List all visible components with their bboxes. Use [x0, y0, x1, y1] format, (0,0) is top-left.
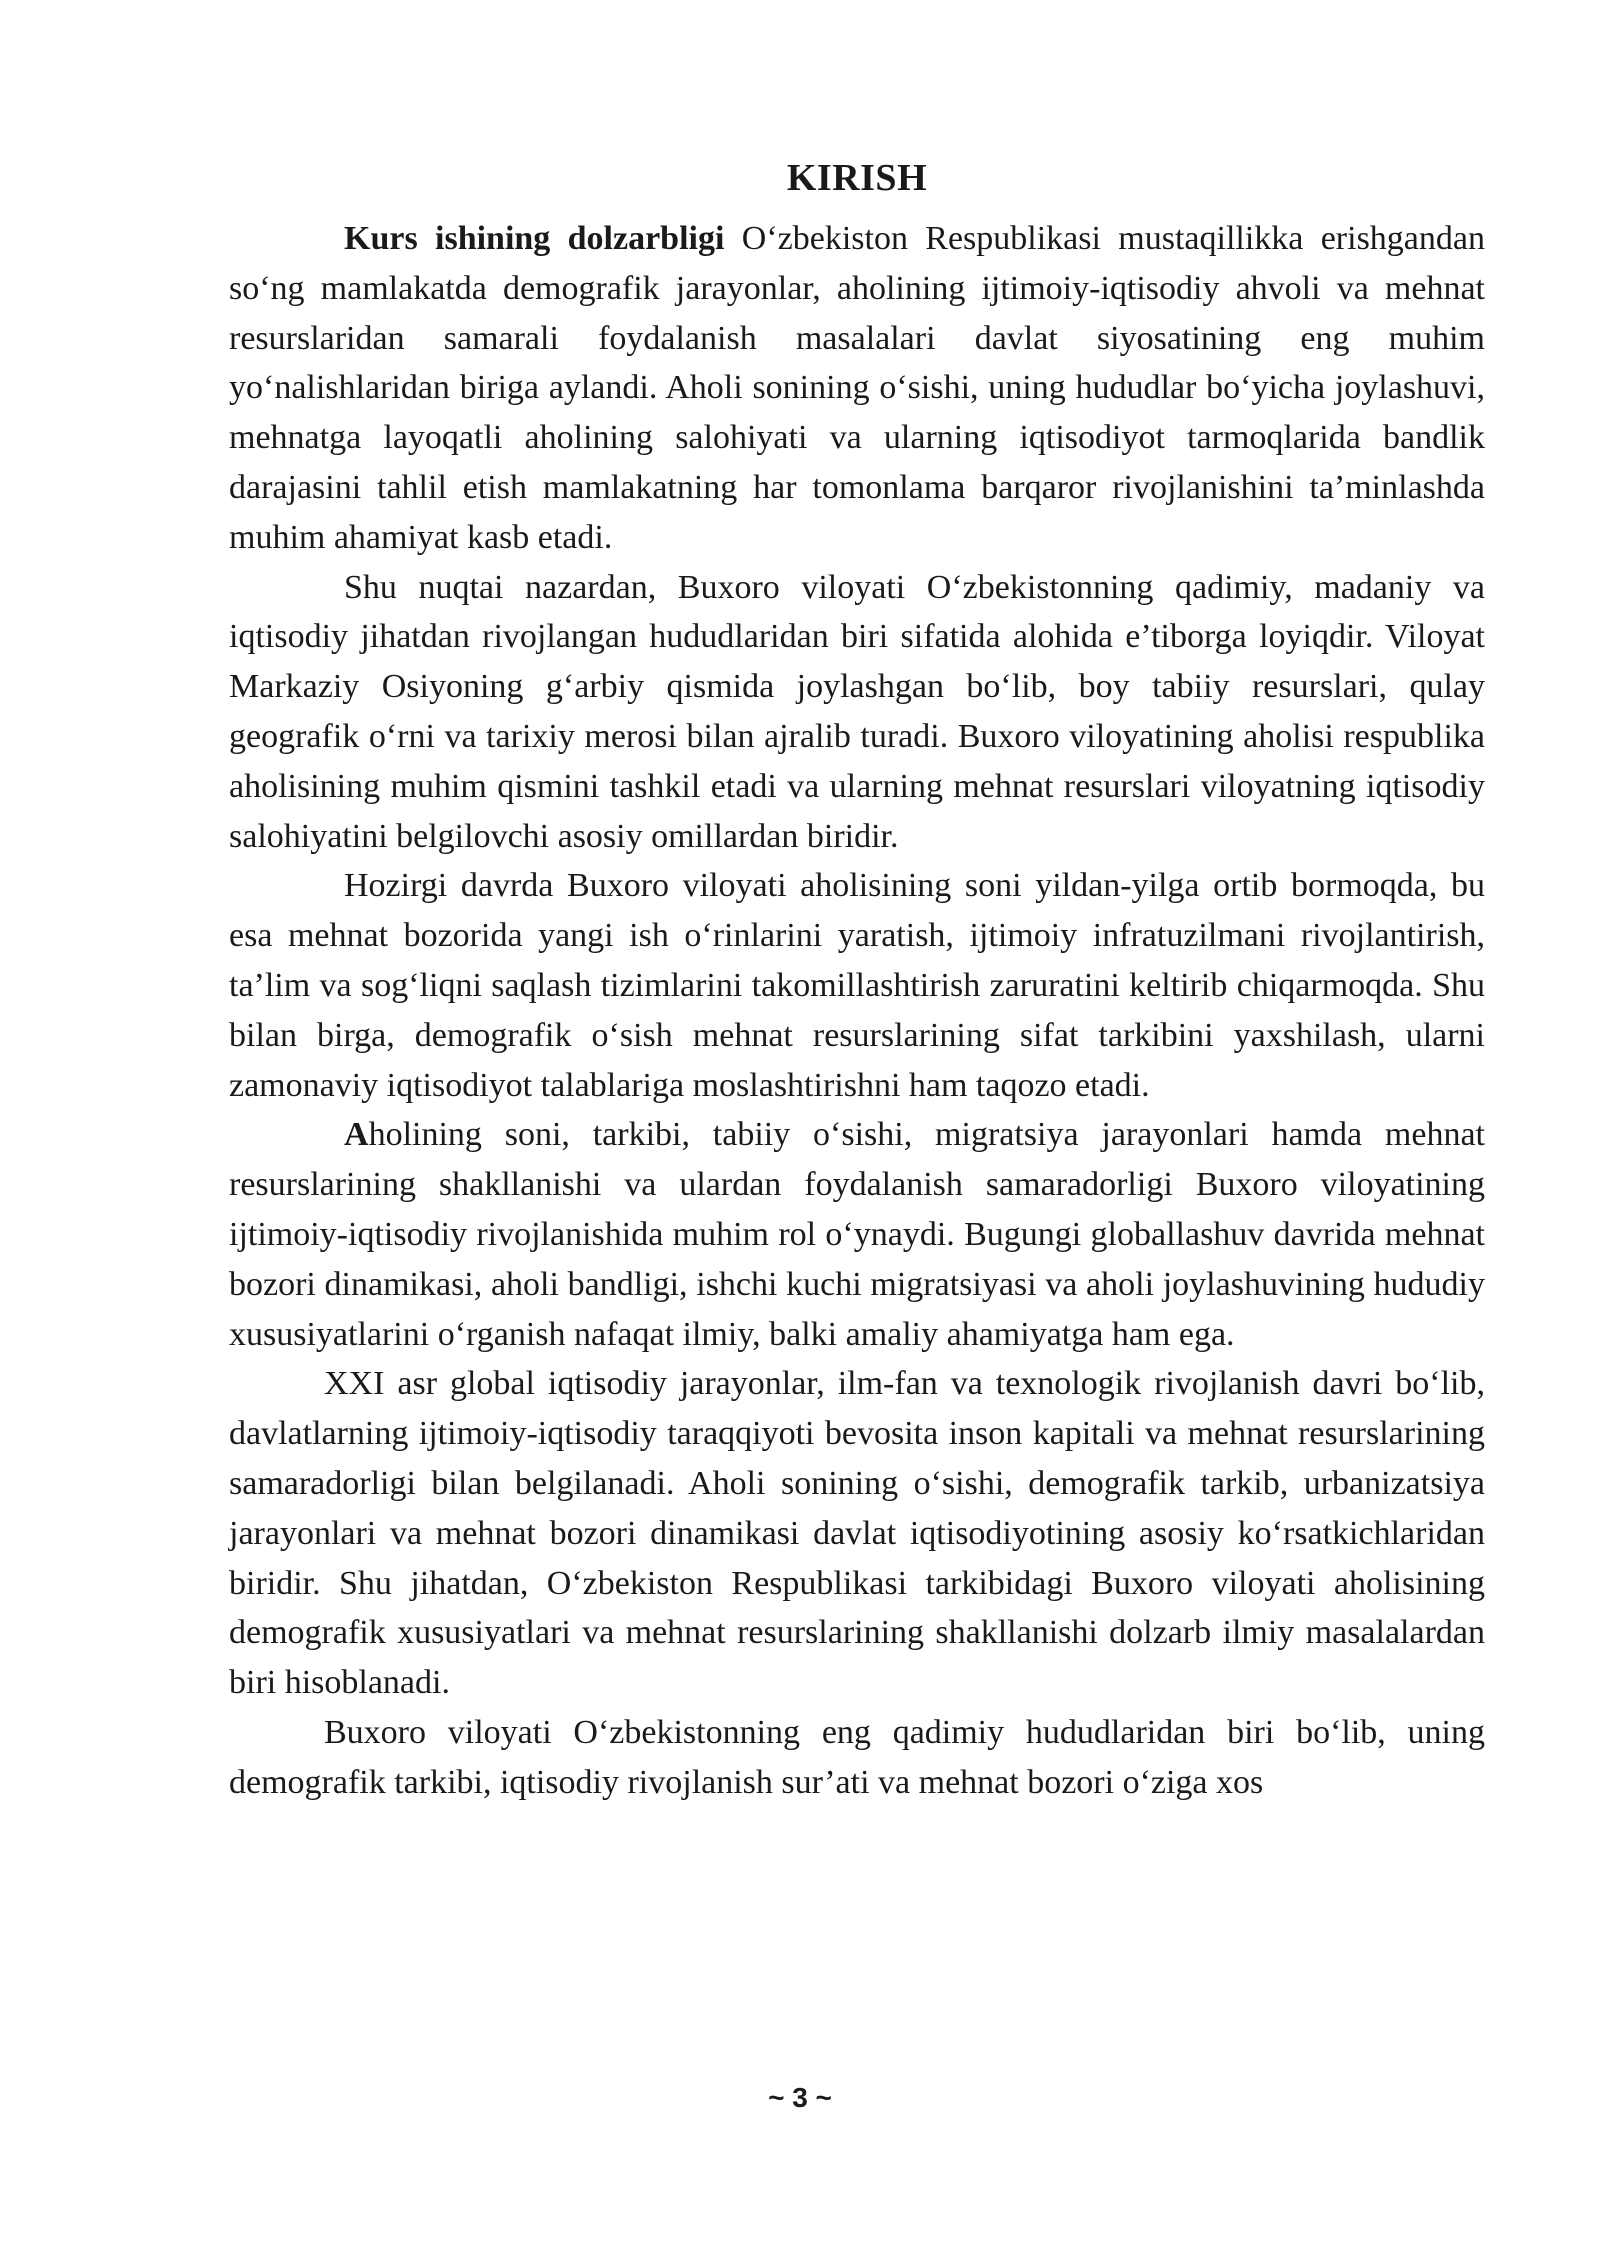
paragraph-population-structure — [229, 1110, 1485, 1359]
document-page — [229, 150, 1485, 1808]
paragraph-text: holining soni, tarkibi, tabiiy o‘sishi, migratsiya jarayonlari hamda mehnat resurslarining shakllanishi va ulardan foydalanish samaradorligi Buxoro viloyatining ijtimoiy-iqtisodiy rivojlanishida muhim rol o‘ynaydi. Bugungi globallashuv davrida mehnat bozori dinamikasi, aholi bandligi, ishchi kuchi migratsiyasi va aholi joylashuvining hududiy xususiyatlarini o‘rganish nafaqat ilmiy, balki amaliy ahamiyatga ham ega. — [229, 1116, 1485, 1353]
paragraph-population-growth — [229, 861, 1485, 1110]
paragraph-relevance — [229, 214, 1485, 563]
paragraph-text: O‘zbekiston Respublikasi mustaqillikka erishgandan so‘ng mamlakatda demografik jarayonlar, aholining ijtimoiy-iqtisodiy ahvoli va mehnat resurslaridan samarali foydalanish masalalari davlat siyosatining eng muhim yo‘nalishlaridan biriga aylandi. Aholi sonining o‘sishi, uning hududlar bo‘yicha joylashuvi, mehnatga layoqatli aholining salohiyati va ularning iqtisodiyot tarmoqlarida bandlik darajasini tahlil etish mamlakatning har tomonlama barqaror rivojlanishini ta’minlashda muhim ahamiyat kasb etadi. — [229, 220, 1485, 556]
paragraph-bukhara-region — [229, 563, 1485, 862]
paragraph-lead: A — [344, 1116, 369, 1154]
page-title: KIRISH — [786, 157, 928, 199]
paragraph-text: Buxoro viloyati O‘zbekistonning eng qadimiy hududlaridan biri bo‘lib, uning demografik tarkibi, iqtisodiy rivojlanish sur’ati va mehnat bozori o‘ziga xos — [229, 1713, 1485, 1801]
paragraph-text: Shu nuqtai nazardan, Buxoro viloyati O‘zbekistonning qadimiy, madaniy va iqtisodiy jihatdan rivojlangan hududlaridan biri sifatida alohida e’tiborga loyiqdir. Viloyat Markaziy Osiyoning g‘arbiy qismida joylashgan bo‘lib, boy tabiiy resurslari, qulay geografik o‘rni va tarixiy merosi bilan ajralib turadi. Buxoro viloyatining aholisi respublika aholisining muhim qismini tashkil etadi va ularning mehnat resurslari viloyatning iqtisodiy salohiyatini belgilovchi asosiy omillardan biridir. — [229, 568, 1485, 855]
paragraph-text: XXI asr global iqtisodiy jarayonlar, ilm-fan va texnologik rivojlanish davri bo‘lib, davlatlarning ijtimoiy-iqtisodiy taraqqiyoti bevosita inson kapitali va mehnat resurslarining samaradorligi bilan belgilanadi. Aholi sonining o‘sishi, demografik tarkib, urbanizatsiya jarayonlari va mehnat bozori dinamikasi davlat iqtisodiyotining asosiy ko‘rsatkichlaridan biridir. Shu jihatdan, O‘zbekiston Respublikasi tarkibidagi Buxoro viloyati aholisining demografik xususiyatlari va mehnat resurslarining shakllanishi dolzarb ilmiy masalalardan biri hisoblanadi. — [229, 1365, 1485, 1702]
paragraph-xxi-century — [229, 1359, 1485, 1708]
paragraph-text: Hozirgi davrda Buxoro viloyati aholisining soni yildan-yilga ortib bormoqda, bu esa mehnat bozorida yangi ish o‘rinlarini yaratish, ijtimoiy infratuzilmani rivojlantirish, ta’lim va sog‘liqni saqlash tizimlarini takomillashtirish zaruratini keltirib chiqarmoqda. Shu bilan birga, demografik o‘sish mehnat resurslarining sifat tarkibini yaxshilash, ularni zamonaviy iqtisodiyot talablariga moslashtirishni ham taqozo etadi. — [229, 867, 1485, 1104]
page-number: ~ 3 ~ — [768, 2082, 832, 2113]
paragraph-lead: Kurs ishining dolzarbligi — [344, 220, 725, 257]
paragraph-ancient-region — [229, 1708, 1485, 1808]
